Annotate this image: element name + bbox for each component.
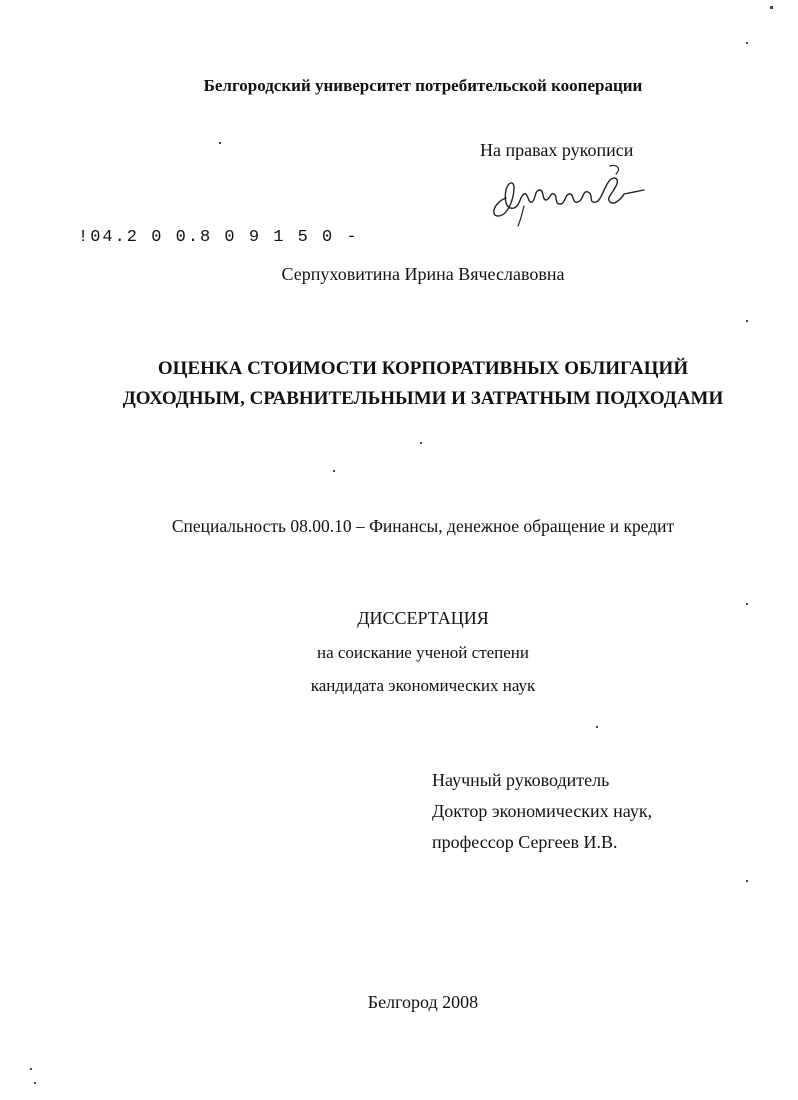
degree-purpose-line: на соискание ученой степени bbox=[316, 643, 530, 662]
dissertation-heading: ДИССЕРТАЦИЯ bbox=[357, 608, 489, 628]
author-name: Серпуховитина Ирина Вячеславовна bbox=[281, 264, 565, 284]
scan-speck bbox=[219, 142, 221, 144]
scan-speck bbox=[746, 42, 748, 44]
advisor-degree: Доктор экономических наук, bbox=[432, 801, 653, 821]
scan-speck bbox=[746, 603, 748, 605]
scan-speck bbox=[770, 6, 773, 9]
archive-stamp-code: !04.2 0 0.8 0 9 1 5 0 - bbox=[78, 228, 359, 247]
scan-speck bbox=[420, 442, 422, 444]
city-year: Белгород 2008 bbox=[367, 992, 479, 1012]
manuscript-rights-note: На правах рукописи bbox=[480, 140, 634, 160]
scan-speck bbox=[34, 1082, 36, 1084]
scan-speck bbox=[30, 1068, 32, 1070]
scan-speck bbox=[746, 320, 748, 322]
scan-speck bbox=[596, 726, 598, 728]
scan-speck bbox=[333, 470, 335, 472]
dissertation-title-line-2: ДОХОДНЫМ, СРАВНИТЕЛЬНЫМИ И ЗАТРАТНЫМ ПОДХОДАМИ bbox=[122, 388, 724, 409]
specialty-line: Специальность 08.00.10 – Финансы, денежное обращение и кредит bbox=[171, 516, 675, 536]
dissertation-title-line-1: ОЦЕНКА СТОИМОСТИ КОРПОРАТИВНЫХ ОБЛИГАЦИЙ bbox=[157, 358, 689, 379]
university-name: Белгородский университет потребительской кооперации bbox=[203, 76, 643, 95]
advisor-name: профессор Сергеев И.В. bbox=[432, 832, 618, 852]
advisor-role: Научный руководитель bbox=[432, 770, 610, 790]
author-signature bbox=[484, 160, 654, 230]
scan-speck bbox=[746, 880, 748, 882]
degree-name-line: кандидата экономических наук bbox=[310, 676, 536, 695]
